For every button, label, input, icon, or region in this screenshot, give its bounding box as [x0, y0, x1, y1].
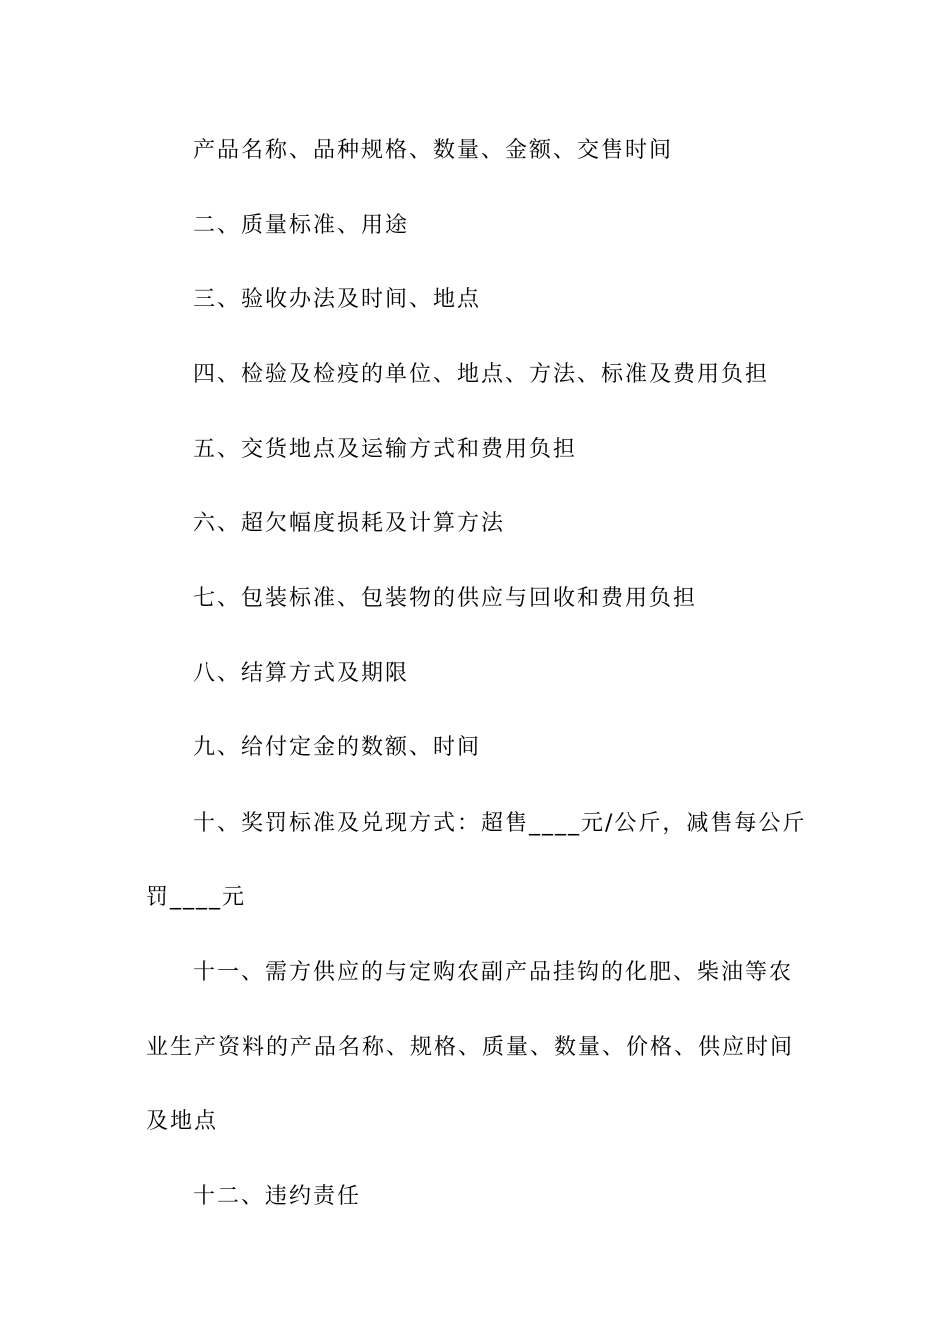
- line-product-info: 产品名称、品种规格、数量、金额、交售时间: [193, 138, 674, 163]
- clause-6-loss: 六、超欠幅度损耗及计算方法: [193, 511, 506, 536]
- clause-10-rewards: 十、奖罚标准及兑现方式：超售____元/公斤，减售每公斤: [193, 811, 807, 836]
- clause-4-inspection: 四、检验及检疫的单位、地点、方法、标准及费用负担: [193, 362, 770, 387]
- clause-8-settlement: 八、结算方式及期限: [193, 661, 410, 686]
- clause-11-supplies-cont1: 业生产资料的产品名称、规格、质量、数量、价格、供应时间: [146, 1035, 795, 1060]
- clause-5-delivery: 五、交货地点及运输方式和费用负担: [193, 437, 578, 462]
- clause-3-acceptance: 三、验收办法及时间、地点: [193, 287, 482, 312]
- clause-12-liability: 十二、违约责任: [193, 1184, 362, 1209]
- clause-11-supplies-cont2: 及地点: [146, 1109, 219, 1134]
- clause-10-rewards-cont: 罚____元: [146, 885, 247, 910]
- clause-9-deposit: 九、给付定金的数额、时间: [193, 735, 482, 760]
- clause-2-quality: 二、质量标准、用途: [193, 213, 410, 238]
- clause-7-packaging: 七、包装标准、包装物的供应与回收和费用负担: [193, 586, 698, 611]
- clause-11-supplies: 十一、需方供应的与定购农副产品挂钩的化肥、柴油等农: [193, 960, 794, 985]
